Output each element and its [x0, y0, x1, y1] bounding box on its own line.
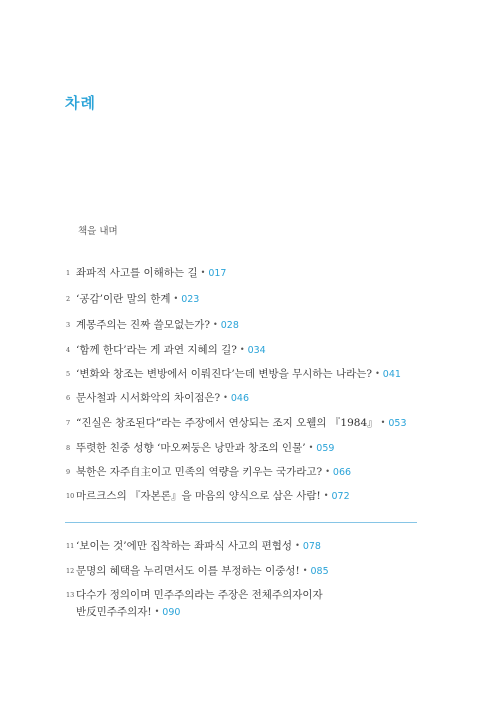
entry-title: 문명의 혜택을 누리면서도 이를 부정하는 이중성! [76, 565, 300, 577]
bullet-icon: • [302, 566, 308, 575]
toc-entry [66, 266, 226, 281]
entry-title: ‘함께 한다’라는 게 과연 지혜의 길? [76, 344, 237, 356]
entry-title: ‘보이는 것’에만 집착하는 좌파식 사고의 편협성 [76, 540, 293, 552]
toc-entry [66, 489, 350, 504]
entry-number: 6 [66, 394, 71, 402]
entry-title: 계몽주의는 진짜 쓸모없는가? [76, 319, 211, 331]
bullet-icon: • [375, 369, 380, 378]
toc-entry [66, 318, 239, 333]
entry-title: 문사철과 시서화악의 차이점은? [76, 392, 221, 404]
bullet-icon: • [239, 345, 245, 354]
toc-entry [66, 564, 329, 579]
entry-page: 046 [230, 393, 250, 404]
toc-entry [66, 465, 351, 480]
bullet-icon: • [154, 607, 160, 616]
entry-page: 085 [310, 566, 329, 577]
bullet-icon: • [173, 294, 179, 303]
toc-entry [66, 391, 249, 406]
toc-entry [66, 539, 321, 554]
toc-entry [66, 441, 334, 456]
entry-number: 9 [66, 468, 71, 476]
entry-title-continued: 반反민주주의자! [76, 606, 152, 618]
entry-title: 다수가 정의이며 민주주의라는 주장은 전체주의자이자 [76, 589, 323, 601]
entry-page: 023 [181, 294, 200, 305]
toc-entry [66, 292, 199, 307]
entry-number: 10 [66, 492, 75, 500]
entry-page: 034 [247, 345, 266, 356]
entry-page: 053 [388, 418, 407, 429]
entry-number: 5 [66, 370, 71, 378]
bullet-icon: • [308, 443, 314, 452]
entry-page: 066 [332, 467, 352, 478]
entry-page: 059 [316, 443, 335, 454]
entry-page: 041 [382, 369, 401, 380]
toc-entry [66, 367, 401, 382]
entry-number: 13 [66, 591, 75, 599]
toc-entry [66, 416, 407, 431]
entry-number: 8 [66, 444, 71, 452]
toc-entry [66, 343, 266, 358]
entry-page: 090 [162, 607, 181, 618]
entry-title: 마르크스의 『자본론』을 마음의 양식으로 삼은 사람! [76, 490, 321, 502]
entry-number: 7 [66, 419, 71, 427]
entry-page: 028 [220, 320, 239, 331]
entry-page: 078 [302, 541, 321, 552]
entry-number: 11 [66, 542, 75, 550]
entry-title: 북한은 자주自主이고 민족의 역량을 키우는 국가라고? [76, 466, 323, 478]
toc-entry-continuation [76, 605, 180, 620]
entry-number: 12 [66, 567, 75, 575]
bullet-icon: • [380, 418, 386, 427]
bullet-icon: • [223, 393, 228, 402]
entry-number: 4 [66, 346, 71, 354]
entry-page: 072 [331, 491, 350, 502]
bullet-icon: • [213, 320, 218, 329]
section-divider [65, 522, 417, 523]
toc-entry [66, 588, 323, 602]
entry-page: 017 [208, 268, 227, 279]
entry-number: 2 [66, 295, 71, 303]
bullet-icon: • [200, 268, 206, 277]
page-title: 차례 [65, 94, 96, 112]
entry-title: 뚜렷한 친중 성향 ‘마오쩌둥은 낭만과 창조의 인물’ [76, 442, 306, 454]
entry-title: ‘공감’이란 말의 한계 [76, 293, 171, 305]
preface-entry: 책을 내며 [78, 226, 118, 237]
entry-title: 좌파적 사고를 이해하는 길 [76, 267, 198, 279]
entry-number: 1 [66, 269, 71, 277]
bullet-icon: • [295, 541, 300, 550]
entry-title: ‘변화와 창조는 변방에서 이뤄진다’는데 변방을 무시하는 나라는? [76, 368, 373, 380]
bullet-icon: • [325, 467, 330, 476]
entry-title: “진실은 창조된다”라는 주장에서 연상되는 조지 오웰의 『1984』 [76, 417, 378, 429]
bullet-icon: • [323, 491, 329, 500]
entry-number: 3 [66, 321, 71, 329]
